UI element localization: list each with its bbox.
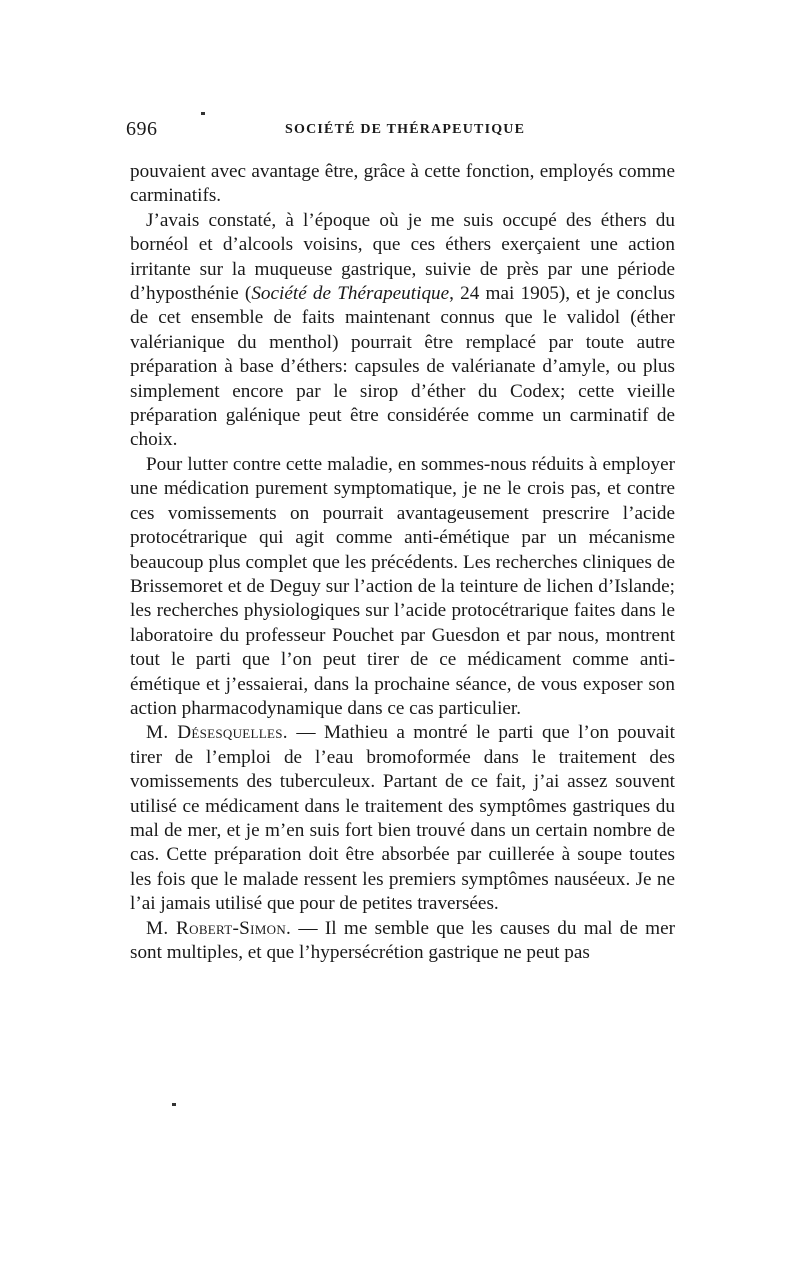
paragraph-text: pouvaient avec avantage être, grâce à cette fonction, employés comme carminatifs. xyxy=(130,161,675,207)
speaker-name: M. Désesquelles. xyxy=(146,722,288,744)
paragraph-text: Pour lutter contre cette maladie, en sommes-nous réduits à employer une médication purement symptomatique, je ne le crois pas, et contre ces vomissements on pourrait avantageusement prescrire l’acide protocétrarique qui agit comme anti-émétique par un mécanisme beaucoup plus complet que les précédents. Les recherches cliniques de Brissemoret et de Deguy sur l’action de la teinture de lichen d’Islande; les recherches physiologiques sur l’acide protocétrarique faites dans le laboratoire du professeur Pouchet par Guesdon et par nous, montrent tout le parti que l’on peut tirer de ce médicament comme anti-émétique et j’essaierai, dans la prochaine séance, de vous exposer son action pharmacodynamique dans ce cas particulier. xyxy=(130,453,675,719)
book-page xyxy=(126,118,676,965)
paragraph-ethers xyxy=(130,209,675,453)
paragraph-text: — Mathieu a montré le parti que l’on pouvait tirer de l’emploi de l’eau bromoformée dans le traitement des vomissements des tuberculeux. Partant de ce fait, j’ai assez souvent utilisé ce médicament dans le traitement des symptômes gastriques du mal de mer, et je m’en suis fort bien trouvé dans un certain nombre de cas. Cette préparation doit être absorbée par cuillerée à soupe toutes les fois que le malade ressent les premiers symptômes nauséeux. Je ne l’ai jamais utilisé que pour de petites traversées. xyxy=(130,722,675,915)
paragraph-desesquelles xyxy=(130,721,675,916)
page-header xyxy=(126,118,675,148)
page-number: 696 xyxy=(126,118,158,140)
stray-ink-mark-top xyxy=(201,112,205,115)
paragraph-protocetraric-acid xyxy=(130,453,675,721)
running-title: SOCIÉTÉ DE THÉRAPEUTIQUE xyxy=(285,122,526,137)
citation-journal: Société de Thérapeutique xyxy=(251,283,450,305)
paragraph-continuation xyxy=(130,160,675,209)
paragraph-robert-simon xyxy=(130,917,675,966)
body-text xyxy=(130,160,675,965)
speaker-name: M. Robert-Simon. xyxy=(146,917,292,939)
stray-ink-mark-bottom xyxy=(172,1103,176,1106)
paragraph-text-after-citation: , 24 mai 1905), et je conclus de cet ensemble de faits maintenant connus que le validol (éther valérianique du menthol) pourrait être remplacé par toute autre préparation à base d’éthers: capsules de valérianate d’amyle, ou plus simplement encore par le sirop d’éther du Codex; cette vieille préparation galénique peut être considérée comme un carminatif de choix. xyxy=(130,283,676,451)
paragraph-text: — Il me semble que les causes du mal de mer sont multiples, et que l’hypersécrétion gastrique ne peut pas xyxy=(130,917,675,963)
paragraph-text-before-citation: J’avais constaté, à l’époque où je me suis occupé des éthers du bornéol et d’alcools voisins, que ces éthers exerçaient une action irritante sur la muqueuse gastrique, suivie de près par une période d’hyposthénie ( xyxy=(130,209,675,305)
